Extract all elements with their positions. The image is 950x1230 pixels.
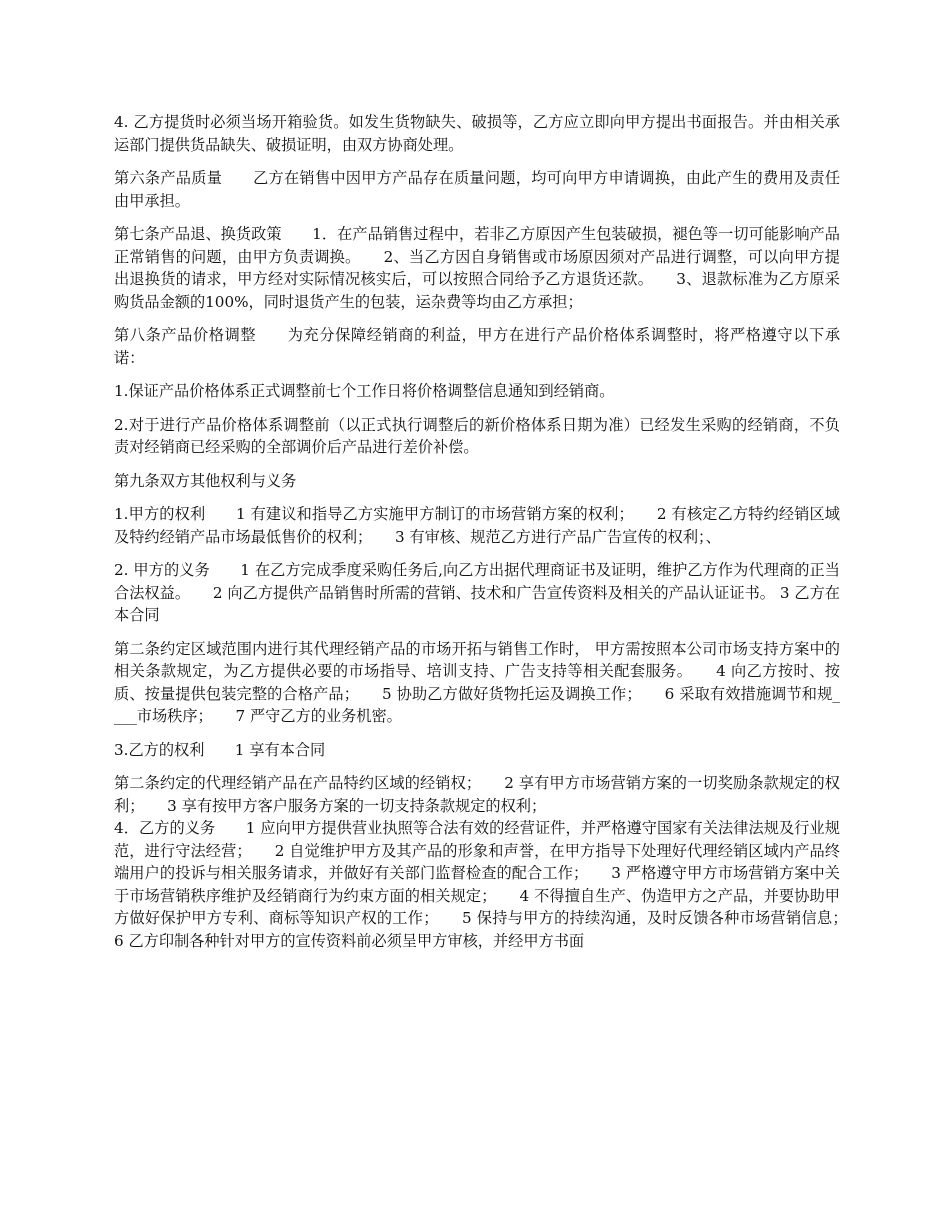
paragraph-party-a-duties: 2. 甲方的义务 1 在乙方完成季度采购任务后,向乙方出据代理商证书及证明，维护乙方作为代理商的正当合法权益。 2 向乙方提供产品销售时所需的营销、技术和广告宣传资料及相关的产品认证证书。 3 乙方在本合同 (114, 561, 840, 624)
paragraph-party-a-rights: 1.甲方的权利 1 有建议和指导乙方实施甲方制订的市场营销方案的权利； 2 有核定乙方特约经销区域及特约经销产品市场最低售价的权利； 3 有审核、规范乙方进行产品广告宣传的权利；、 (114, 505, 840, 546)
paragraph-price-notice: 1.保证产品价格体系正式调整前七个工作日将价格调整信息通知到经销商。 (114, 382, 615, 400)
paragraph-party-b-rights: 3.乙方的权利 1 享有本合同 (114, 740, 326, 759)
paragraph-price-compensation: 2.对于进行产品价格体系调整前（以正式执行调整后的新价格体系日期为准）已经发生采购的经销商，不负责对经销商已经采购的全部调价后产品进行差价补偿。 (114, 415, 840, 456)
paragraph-inspection: 4. 乙方提货时必须当场开箱验货。如发生货物缺失、破损等，乙方应立即向甲方提出书面报告。并由相关承运部门提供货品缺失、破损证明，由双方协商处理。 (114, 113, 840, 154)
document-body (114, 111, 871, 952)
paragraph-article-2-distribution: 第二条约定的代理经销产品在产品特约区域的经销权； 2 享有甲方市场营销方案的一切奖励条款规定的权利； 3 享有按甲方客户服务方案的一切支持条款规定的权利； (114, 774, 840, 815)
paragraph-party-b-duties: 4．乙方的义务 1 应向甲方提供营业执照等合法有效的经营证件，并严格遵守国家有关法律法规及行业规范，进行守法经营； 2 自觉维护甲方及其产品的形象和声誉，在甲方指导下处理好代理经销区域内产品终端用户的投诉与相关服务请求，并做好有关部门监督检查的配合工作； 3 严格遵守甲方市场营销方案中关于市场营销秩序维护及经销商行为约束方面的相关规定； 4 不得擅自生产、伪造甲方之产品，并要协助甲方做好保护甲方专利、商标等知识产权的工作； 5 保持与甲方的持续沟通，及时反馈各种市场营销信息； 6 乙方印制各种针对甲方的宣传资料前必须呈甲方审核，并经甲方书面 (114, 819, 871, 950)
paragraph-article-7-returns: 第七条产品退、换货政策 1．在产品销售过程中，若非乙方原因产生包装破损，褪色等一切可能影响产品正常销售的问题，由甲方负责调换。 2、当乙方因自身销售或市场原因须对产品进行调整，可以向甲方提出退换货的请求，甲方经对实际情况核实后，可以按照合同给予乙方退货还款。 3、退款标准为乙方原采购货品金额的100%，同时退货产生的包装，运杂费等均由乙方承担； (114, 225, 840, 311)
paragraph-article-8-price: 第八条产品价格调整 为充分保障经销商的利益，甲方在进行产品价格体系调整时，将严格遵守以下承诺： (114, 326, 840, 367)
paragraph-article-6-quality: 第六条产品质量 乙方在销售中因甲方产品存在质量问题，均可向甲方申请调换，由此产生的费用及责任由甲承担。 (114, 169, 840, 210)
paragraph-article-9-title: 第九条双方其他权利与义务 (114, 471, 297, 490)
paragraph-article-2-support: 第二条约定区域范围内进行其代理经销产品的市场开拓与销售工作时， 甲方需按照本公司市场支持方案中的相关条款规定，为乙方提供必要的市场指导、培训支持、广告支持等相关配套服务。 4 向乙方按时、按质、按量提供包装完整的合格产品； 5 协助乙方做好货物托运及调换工作； 6 采取有效措施调节和规____市场秩序； 7 严守乙方的业务机密。 (114, 639, 840, 725)
